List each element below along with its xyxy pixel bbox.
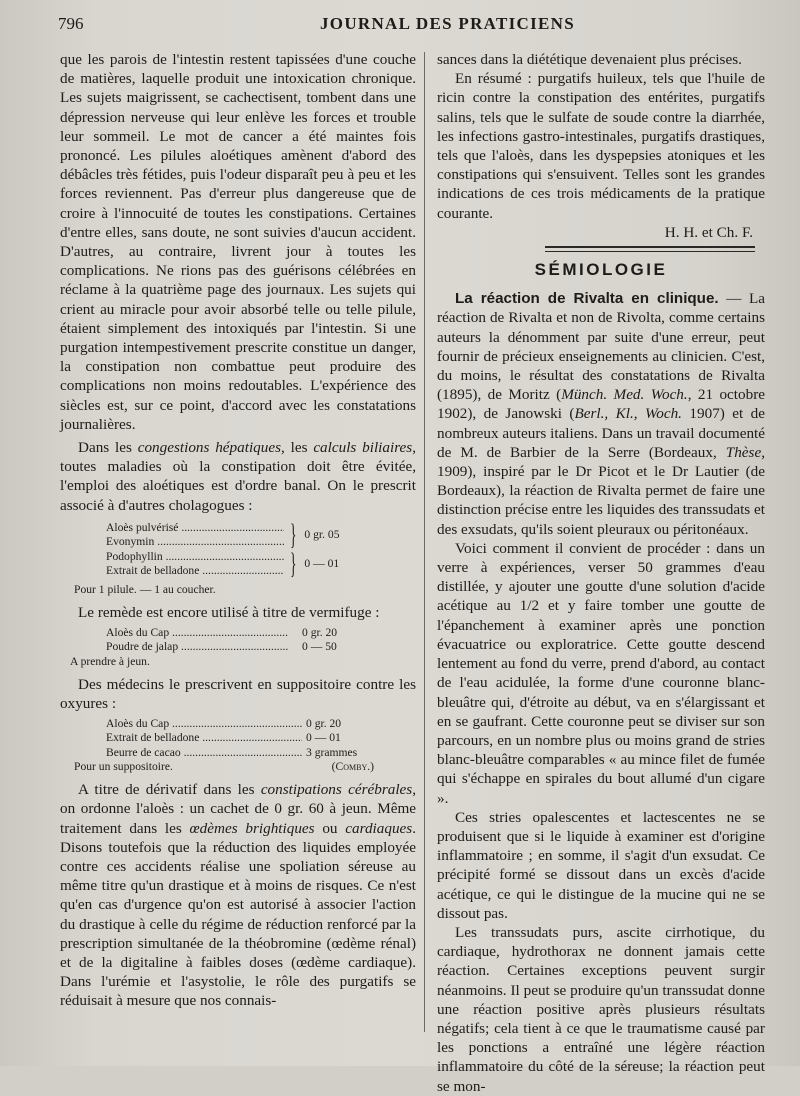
paragraph: sances dans la diététique devenaient plus précises. — [437, 51, 742, 68]
paragraph: Ces stries opalescentes et lactescentes ne se produisent que si le liquide à examiner est d'origine inflammatoire ; en somme, il s'agit d'un exsudat. Ce précipité formé se dissout dans un excès d'acide acétique, ce qui le distingue de la mucine qui ne se dissout pas. — [437, 808, 765, 922]
paragraph: que les parois de l'intestin restent tapissées d'une couche de matières, laquelle produit une intoxication chronique. Les sujets maigrissent, se cachectisent, tombent dans une dépression nerveuse qui leur enlève les forces et trouble leur sommeil. Le mot de cancer a été maintes fois prononcé. Les pilules aloétiques amènent d'abord des débâcles très fétides, puis l'odeur disparaît peu à peu et les forces reviennent. Pas d'erreur plus dangereuse que de croire à l'innocuité de toutes les constipations. Certaines d'entre elles, sans doute, ne sont suivies d'aucun accident. D'autres, au contraire, livrent jour à toutes les complications. Ne rions pas des guérisons célébrées en réclame à la quatrième page des journaux. Les sujets qui crient au miracle pour avoir absorbé telle ou telle pilule, étaient simplement des intoxiqués par l'intestin. Si une purgation intempestivement prescrite constitue un danger, la constipation non combattue peut produire des complications non moins redoutables. L'expérience des siècles est, sur ce point, d'accord avec les constatations journalières. — [60, 51, 416, 433]
paragraph: Le remède est encore utilisé à titre de vermifuge : — [78, 603, 380, 621]
article-title: La réaction de Rivalta en clinique. — [455, 290, 719, 308]
paragraph: Les transsudats purs, ascite cirrhotique, du cardiaque, hydrothorax ne donnent jamais cette réaction. Certaines exceptions peuvent surgir néanmoins. Il peut se produire qu'un transsudat donne une réaction positive après plusieurs résultats négatifs; cela tient à ce que le traumatisme causé par les ponctions a entraîné une légère réaction inflammatoire du côté de la séreuse; la réaction peut se mon- — [437, 923, 765, 1095]
paragraph: En résumé : purgatifs huileux, tels que l'huile de ricin contre la constipation des entérites, purgatifs salins, tels que le sulfate de soude contre la diarrhée, les infections gastro-intestinales, purgatifs drastiques, tels que l'aloès, dans les dyspepsies atoniques et les constipations qui s'ensuivent. Telles sont les grandes indications de ces trois médicaments de la pratique courante. — [437, 70, 765, 222]
paragraph: Voici comment il convient de procéder : dans un verre à expériences, verser 50 grammes d'eau distillée, y ajouter une goutte d'une solution d'acide acétique au 1/2 et y faire tomber une goutte de l'épanchement à examiner après une ponction évacuatrice ou exploratrice. Cette goutte descend lentement au fond du verre, prend d'abord, au contact de l'eau acidulée, la forme d'une couronne blanc-bleuâtre qui, d'étroite au début, va en s'élargissant et en se gaufrant. Cette couronne peut se diviser sur son parcours, en un nombre plus ou moins grand de stries blanc-bleuâtre comparables « au mince filet de fumée qui s'échappe en spirales du bout allumé d'un cigare ». — [437, 539, 765, 807]
section-rule — [545, 246, 755, 252]
prescription-note: Pour un suppositoire. (Comby.) — [74, 760, 374, 774]
paragraph: La réaction de Rivalta en clinique. — La réaction de Rivalta et non de Rivolta, comme certains auteurs la dénomment par suite d'une erreur, peut fournir de précieux enseignements au clinicien. C'est, du moins, le résultat des constatations de Rivalta (1895), de Moritz (Münch. Med. Woch., 21 octobre 1902), de Janowski (Berl., Kl., Woch. 1907) et de nombreux auteurs italiens. Dans un travail documenté de M. de Barbier de la Serre (Bordeaux, Thèse, 1909), inspiré par le Dr Picot et le Dr Lautier (de Bordeaux), la réaction de Rivalta permet de faire une distinction précise entre les liquides des transsudats et des exsudats, qu'ils soient pleuraux ou péritonéaux. — [437, 290, 766, 538]
left-column — [60, 50, 416, 1011]
running-head: JOURNAL DES PRATICIENS — [320, 14, 575, 33]
section-title: SÉMIOLOGIE — [534, 260, 668, 280]
paragraph: Dans les congestions hépatiques, les calculs biliaires, toutes maladies où la constipation doit être évitée, l'emploi des aloétiques est d'ordre banal. On le prescrit associé à d'autres cholagogues : — [60, 439, 416, 514]
prescription-suppository: Aloès du Cap ..... 0 gr. 20 Extrait de belladone ..... 0 — 01 Beurre de cacao ..... 3 grammes — [106, 717, 396, 760]
column-divider — [424, 52, 425, 1032]
prescription-note: Pour 1 pilule. — 1 au coucher. — [74, 582, 216, 596]
paragraph: A titre de dérivatif dans les constipations cérébrales, on ordonne l'aloès : un cachet de 0 gr. 60 à jeun. Même traitement dans les œdèmes brightiques ou cardiaques. Disons toutefois que la réduction des liquides employée contre ces accidents réalise une spoliation séreuse au même titre qu'un drastique et à moins de risques. Ce n'est qu'en cas d'urgence qu'on est autorisé à associer l'action du drastique à celle du régime de réduction renforcé par la prescription simultanée de la théobromine (œdème rénal) et de la digitaline à faibles doses (œdème cardiaque). Dans l'urémie et l'asystolie, le rôle des purgatifs se réduisait à mesure que nos connais- — [60, 781, 417, 1010]
signature: H. H. et Ch. F. — [664, 223, 753, 241]
page-number: 796 — [58, 14, 84, 33]
prescription-cholagogue: Aloès pulvérisé ..... Evonymin ..... } 0 gr. 05 Podophyllin ..... Extrait de belladone ..... } 0 — 01 — [106, 521, 416, 579]
prescription-note: A prendre à jeun. — [70, 654, 150, 668]
prescription-vermifuge: Aloès du Cap ..... 0 gr. 20 Poudre de jalap ..... 0 — 50 — [106, 626, 378, 655]
paragraph: Des médecins le prescrivent en suppositoire contre les oxyures : — [60, 675, 416, 712]
right-column — [437, 50, 765, 1096]
